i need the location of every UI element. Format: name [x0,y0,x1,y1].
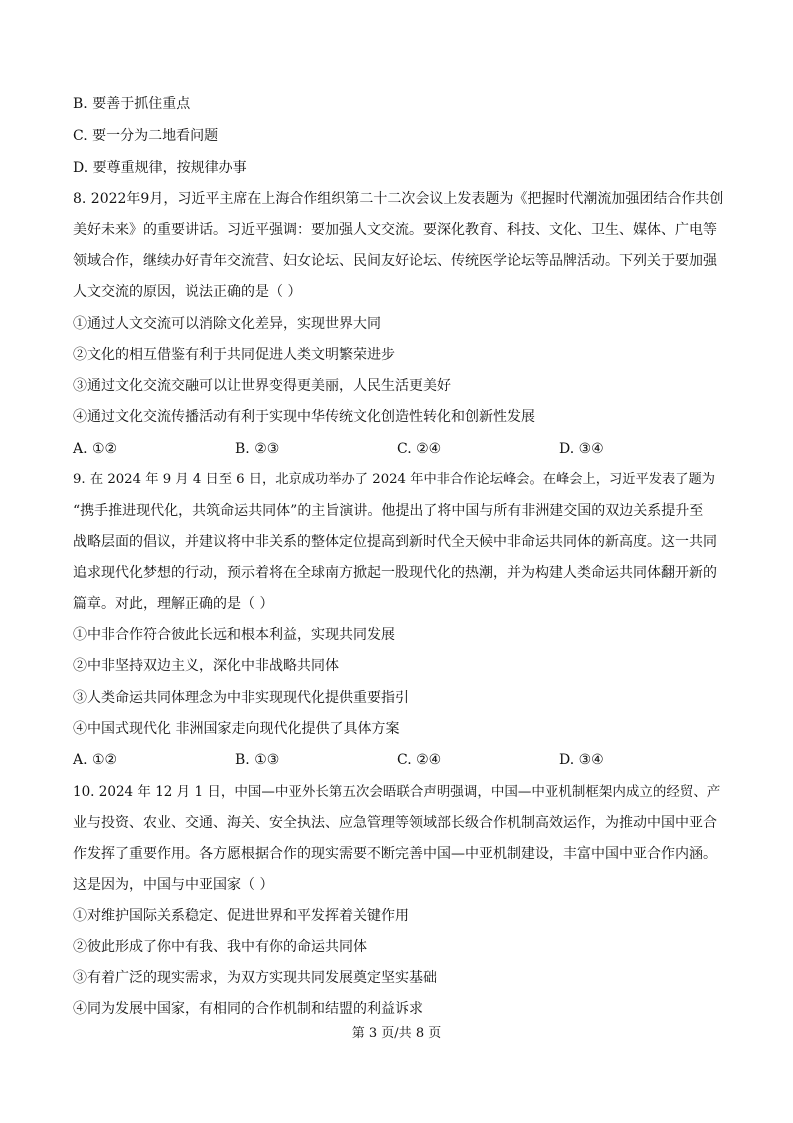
q7-option-d: D. 要尊重规律，按规律办事 [73,160,247,176]
q8-statement-1: ①通过人文交流可以消除文化差异，实现世界大同 [73,316,381,332]
q9-stem-line: 追求现代化梦想的行动，预示着将在全球南方掀起一股现代化的热潮，并为构建人类命运共同体翻开新的 [73,565,717,581]
q8-stem-line: 美好未来》的重要讲话。习近平强调：要加强人文交流。要深化教育、科技、文化、卫生、媒体、广电等 [73,222,717,238]
q8-statement-3: ③通过文化交流交融可以让世界变得更美丽，人民生活更美好 [73,378,451,394]
q9-statement-2: ②中非坚持双边主义，深化中非战略共同体 [73,658,339,674]
q9-stem-line: 9. 在 2024 年 9 月 4 日至 6 日，北京成功举办了 2024 年中非合作论坛峰会。在峰会上，习近平发表了题为 [73,472,715,487]
q10-stem-line: 作发挥了重要作用。各方愿根据合作的现实需要不断完善中国—中亚机制建设，丰富中国中亚合作内涵。 [73,846,717,862]
q10-stem-line: 这是因为，中国与中亚国家（ ） [73,877,274,893]
q9-statement-3: ③人类命运共同体理念为中非实现现代化提供重要指引 [73,690,409,706]
q9-statement-1: ①中非合作符合彼此长远和根本利益，实现共同发展 [73,627,395,643]
q8-statement-4: ④通过文化交流传播活动有利于实现中华传统文化创造性转化和创新性发展 [73,409,535,425]
q9-choice-b: B. ①③ [235,752,280,768]
page-number-footer: 第 3 页/共 8 页 [351,1026,442,1041]
q9-choice-d: D. ③④ [559,752,604,768]
q9-stem-line: “携手推进现代化，共筑命运共同体”的主旨演讲。他提出了将中国与所有非洲建交国的双边关系提升至 [73,503,704,519]
q10-stem-line: 10. 2024 年 12 月 1 日，中国—中亚外长第五次会晤联合声明强调，中国—中亚机制框架内成立的经贸、产 [73,784,721,800]
q9-choice-c: C. ②④ [397,752,442,768]
q9-choice-a: A. ①② [73,752,118,768]
q10-statement-2: ②彼此形成了你中有我、我中有你的命运共同体 [73,939,367,955]
q8-choice-d: D. ③④ [559,441,604,457]
q8-choice-a: A. ①② [73,441,118,457]
q8-choice-b: B. ②③ [235,441,280,457]
q10-statement-1: ①对维护国际关系稳定、促进世界和平发挥着关键作用 [73,908,409,924]
q10-statement-4: ④同为发展中国家，有相同的合作机制和结盟的利益诉求 [73,1001,423,1017]
q8-choices [73,439,723,459]
q7-option-b: B. 要善于抓住重点 [73,96,191,112]
q8-choice-c: C. ②④ [397,441,442,457]
q9-choices [73,750,723,770]
q8-stem-line: 人文交流的原因，说法正确的是（ ） [73,284,302,300]
q10-stem-line: 业与投资、农业、交通、海关、安全执法、应急管理等领域部长级合作机制高效运作，为推动中国中亚合 [73,815,717,831]
q10-statement-3: ③有着广泛的现实需求，为双方实现共同发展奠定坚实基础 [73,970,437,986]
q8-statement-2: ②文化的相互借鉴有利于共同促进人类文明繁荣进步 [73,347,395,363]
q9-stem-line: 篇章。对此，理解正确的是（ ） [73,596,274,612]
q8-stem-line: 8. 2022年9月，习近平主席在上海合作组织第二十二次会议上发表题为《把握时代潮流加强团结合作共创 [73,191,724,207]
q9-stem-line: 战略层面的倡议，并建议将中非关系的整体定位提高到新时代全天候中非命运共同体的新高度。这一共同 [73,534,717,550]
q8-stem-line: 领域合作，继续办好青年交流营、妇女论坛、民间友好论坛、传统医学论坛等品牌活动。下列关于要加强 [73,253,717,269]
q9-statement-4: ④中国式现代化 非洲国家走向现代化提供了具体方案 [73,721,400,737]
q7-option-c: C. 要一分为二地看问题 [73,128,219,144]
